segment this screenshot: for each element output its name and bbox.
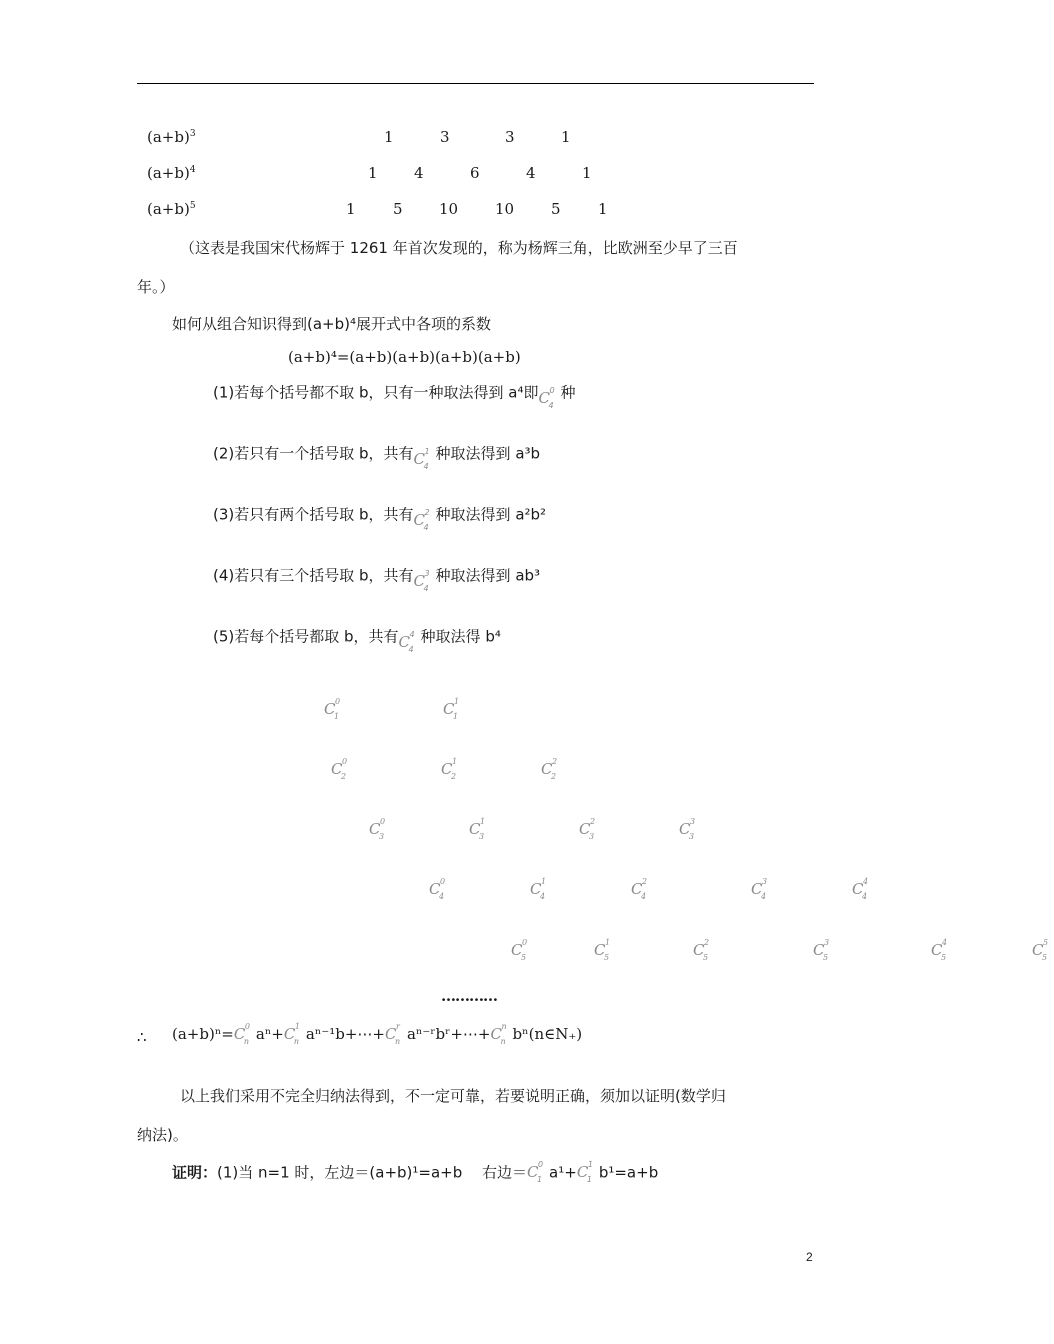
proof-term-1: a¹+ xyxy=(549,1163,577,1182)
pascal-number: 5 xyxy=(393,200,403,218)
triangle-coef-c3-3: C 3 3 xyxy=(679,817,696,841)
triangle-coef-c3-2: C 2 3 xyxy=(579,817,596,841)
pascal-number: 1 xyxy=(582,164,592,182)
combination-coef: C 2 4 xyxy=(413,508,430,532)
note-line-2: 年。） xyxy=(137,278,175,296)
coef-n-n: C n n xyxy=(490,1022,507,1046)
pascal-number: 1 xyxy=(561,128,571,146)
triangle-coef-c5-4: C 4 5 xyxy=(931,938,948,962)
pascal-number: 4 xyxy=(526,164,536,182)
triangle-coef-c4-3: C 3 4 xyxy=(751,877,768,901)
coef-1-1: C 1 1 xyxy=(576,1160,593,1184)
triangle-coef-c3-0: C 0 3 xyxy=(369,817,386,841)
proof-label: 证明： xyxy=(172,1163,218,1182)
coef-n-0: C 0 n xyxy=(233,1022,250,1046)
expansion-formula: (a+b)⁴=(a+b)(a+b)(a+b)(a+b) xyxy=(288,348,521,366)
pascal-number: 3 xyxy=(440,128,450,146)
triangle-coef-c5-5: C 5 5 xyxy=(1032,938,1049,962)
triangle-coef-c4-2: C 2 4 xyxy=(631,877,648,901)
combination-coef: C 3 4 xyxy=(413,569,430,593)
pascal-number: 5 xyxy=(551,200,561,218)
case-line: (2)若只有一个括号取 b，共有 C 1 4 种取法得到 a³b xyxy=(213,444,541,471)
case-line: (3)若只有两个括号取 b，共有 C 2 4 种取法得到 a²b² xyxy=(213,505,547,532)
triangle-coef-c1-1: C 1 1 xyxy=(443,697,460,721)
pascal-number: 10 xyxy=(439,200,459,218)
case-line: (4)若只有三个括号取 b，共有 C 3 4 种取法得到 ab³ xyxy=(213,566,541,593)
question-text: 如何从组合知识得到(a+b)⁴展开式中各项的系数 xyxy=(172,315,492,333)
proof-line xyxy=(172,1160,658,1186)
pascal-row-label: $(a+b)^4$ xyxy=(147,164,196,182)
coef-1-0: C 0 1 xyxy=(527,1160,544,1184)
theorem-term-4: bⁿ(n∈N₊) xyxy=(512,1025,583,1043)
combination-coef: C 1 4 xyxy=(413,447,430,471)
triangle-coef-c5-0: C 0 5 xyxy=(511,938,528,962)
induction-line-1: 以上我们采用不完全归纳法得到，不一定可靠，若要说明正确，须加以证明(数学归 xyxy=(180,1087,726,1105)
coef-n-1: C 1 n xyxy=(283,1022,300,1046)
triangle-coef-c4-1: C 1 4 xyxy=(530,877,547,901)
triangle-coef-c2-2: C 2 2 xyxy=(541,757,558,781)
coef-n-r: C r n xyxy=(385,1022,401,1046)
triangle-coef-c5-2: C 2 5 xyxy=(693,938,710,962)
triangle-coef-c5-1: C 1 5 xyxy=(594,938,611,962)
page-number: 2 xyxy=(806,1250,813,1264)
therefore-symbol: ∴ xyxy=(137,1028,147,1046)
pascal-number: 6 xyxy=(470,164,480,182)
triangle-coef-c3-1: C 1 3 xyxy=(469,817,486,841)
combination-coef: C 0 4 xyxy=(538,386,555,410)
combination-coef: C 4 4 xyxy=(398,630,415,654)
triangle-coef-c2-1: C 1 2 xyxy=(441,757,458,781)
pascal-number: 1 xyxy=(346,200,356,218)
pascal-number: 1 xyxy=(368,164,378,182)
pascal-number: 10 xyxy=(495,200,515,218)
pascal-number: 1 xyxy=(384,128,394,146)
theorem-term-2: aⁿ⁻¹b+⋯+ xyxy=(305,1025,385,1043)
proof-term-2: b¹=a+b xyxy=(598,1163,659,1182)
pascal-row-label: $(a+b)^3$ xyxy=(147,128,196,146)
theorem-lhs: (a+b)ⁿ= xyxy=(172,1025,234,1043)
theorem-term-1: aⁿ+ xyxy=(255,1025,284,1043)
pascal-row-label: $(a+b)^5$ xyxy=(147,200,196,218)
triangle-coef-c1-0: C 0 1 xyxy=(324,697,341,721)
binomial-theorem xyxy=(172,1022,582,1048)
header-rule xyxy=(137,83,814,84)
ellipsis: ………… xyxy=(441,987,497,1005)
triangle-coef-c2-0: C 0 2 xyxy=(331,757,348,781)
pascal-number: 4 xyxy=(414,164,424,182)
case-line: (1)若每个括号都不取 b，只有一种取法得到 a⁴即 C 0 4 种 xyxy=(213,383,576,410)
triangle-coef-c4-0: C 0 4 xyxy=(429,877,446,901)
note-line-1: （这表是我国宋代杨辉于 1261 年首次发现的，称为杨辉三角，比欧洲至少早了三百 xyxy=(180,239,738,257)
triangle-coef-c4-4: C 4 4 xyxy=(852,877,869,901)
induction-line-2: 纳法)。 xyxy=(137,1126,188,1144)
pascal-number: 1 xyxy=(598,200,608,218)
pascal-number: 3 xyxy=(505,128,515,146)
case-line: (5)若每个括号都取 b，共有 C 4 4 种取法得 b⁴ xyxy=(213,627,501,654)
triangle-coef-c5-3: C 3 5 xyxy=(813,938,830,962)
proof-text: (1)当 n=1 时，左边＝(a+b)¹=a+b 右边＝ xyxy=(217,1163,528,1182)
theorem-term-3: aⁿ⁻ʳbʳ+⋯+ xyxy=(407,1025,491,1043)
